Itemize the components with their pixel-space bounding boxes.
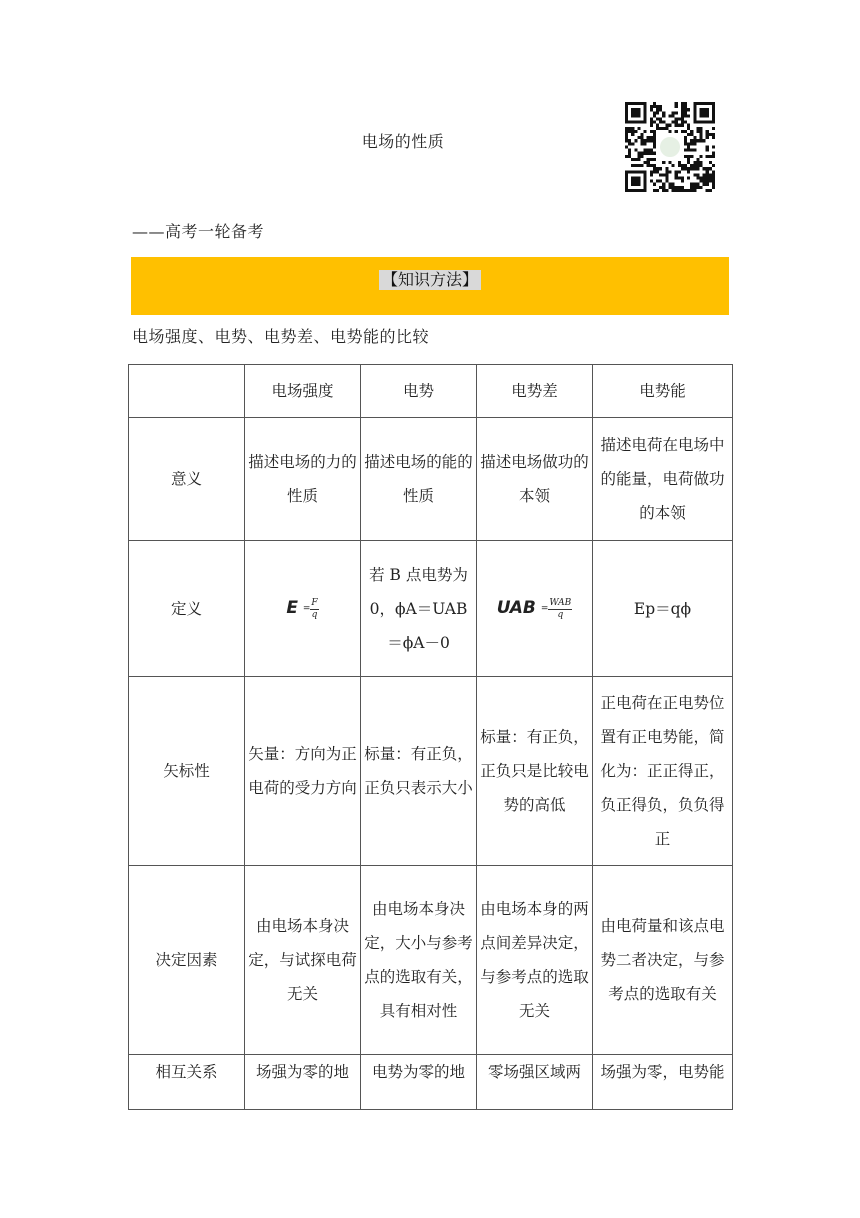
formula-cell	[477, 541, 593, 677]
row-label: 意义	[129, 418, 245, 541]
row-label: 相互关系	[129, 1055, 245, 1110]
header-cell: 电势能	[593, 365, 733, 418]
banner-label: 【知识方法】	[379, 270, 481, 290]
table-row	[129, 866, 733, 1055]
formula-cell	[245, 541, 361, 677]
table-cell: 正电荷在正电势位置有正电势能，简化为：正正得正，负正得负，负负得正	[593, 677, 733, 866]
table-cell: 由电场本身决定，与试探电荷无关	[245, 866, 361, 1055]
table-row	[129, 677, 733, 866]
table-cell: 场强为零，电势能	[593, 1055, 733, 1110]
table-cell: 由电荷量和该点电势二者决定，与参考点的选取有关	[593, 866, 733, 1055]
potential-difference-formula: UAB = $\frac{\text{WAB}}{q}$	[496, 597, 572, 620]
qr-code[interactable]	[625, 102, 715, 192]
row-label: 决定因素	[129, 866, 245, 1055]
table-row	[129, 1055, 733, 1110]
formula-cell	[361, 541, 477, 677]
subtitle: ——高考一轮备考	[132, 222, 265, 241]
table-cell: 由电场本身的两点间差异决定，与参考点的选取无关	[477, 866, 593, 1055]
header-cell: 电势	[361, 365, 477, 418]
table-cell: 场强为零的地	[245, 1055, 361, 1110]
potential-line-2: 0，ϕA＝UAB	[369, 599, 468, 618]
section-banner	[131, 257, 729, 315]
potential-line-3: ＝ϕA－0	[387, 633, 450, 652]
header-cell: 电场强度	[245, 365, 361, 418]
page-title: 电场的性质	[361, 132, 445, 151]
table-row	[129, 418, 733, 541]
table-cell: 描述电场的能的性质	[361, 418, 477, 541]
potential-line-1: 若 B 点电势为	[369, 565, 468, 584]
table-cell: 描述电场的力的性质	[245, 418, 361, 541]
table-cell: 零场强区域两	[477, 1055, 593, 1110]
comparison-table	[128, 364, 733, 1110]
row-label: 定义	[129, 541, 245, 677]
table-cell: 标量：有正负，正负只表示大小	[361, 677, 477, 866]
row-label: 矢标性	[129, 677, 245, 866]
header-cell	[129, 365, 245, 418]
section-heading: 电场强度、电势、电势差、电势能的比较	[132, 327, 430, 346]
table-header-row	[129, 365, 733, 418]
table-row	[129, 541, 733, 677]
table-cell: 标量：有正负，正负只是比较电势的高低	[477, 677, 593, 866]
table-cell: 矢量：方向为正电荷的受力方向	[245, 677, 361, 866]
table-cell: 描述电场做功的本领	[477, 418, 593, 541]
table-cell: 电势为零的地	[361, 1055, 477, 1110]
table-cell: 由电场本身决定，大小与参考点的选取有关，具有相对性	[361, 866, 477, 1055]
table-cell: 描述电荷在电场中的能量，电荷做功的本领	[593, 418, 733, 541]
formula-cell: Ep＝qϕ	[593, 541, 733, 677]
header-cell: 电势差	[477, 365, 593, 418]
field-strength-formula: E = $\frac{F}{q}$	[286, 597, 318, 620]
